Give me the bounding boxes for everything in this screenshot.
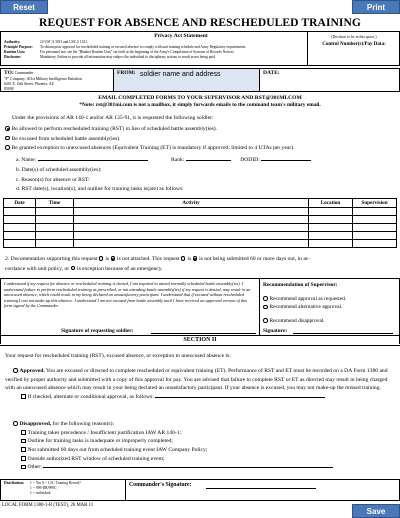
documentation-option: is	[187, 256, 192, 262]
table-header: Date	[4, 199, 36, 208]
disapproved-subtext: for the following reason(s):	[52, 421, 115, 427]
radio-icon[interactable]	[263, 318, 268, 323]
to-line: Commander	[14, 71, 34, 75]
from-field[interactable]	[114, 69, 259, 91]
reason-label: Outline for training tasks is inadequate or improperly completed;	[27, 438, 173, 445]
address-box	[0, 68, 400, 92]
supervisor-signature-field[interactable]	[293, 333, 393, 334]
conditional-approval-field[interactable]	[155, 397, 325, 398]
reason-label: Training takes precedence / Insufficient justification IAW AR 140-1;	[27, 429, 182, 436]
reason-label: Outside authorized RST window of scheduled training event;	[27, 455, 165, 462]
save-button[interactable]: Save	[352, 504, 400, 518]
privacy-text: For personnel use, see the "Blanket Routine Uses" set forth at the beginning of the Army's Compilation of Systems of Records Notices.	[40, 50, 235, 55]
reason-item[interactable]	[21, 429, 398, 438]
reason-item[interactable]	[21, 463, 398, 472]
reason-item[interactable]	[21, 446, 398, 455]
to-label: TO:	[4, 70, 14, 76]
documentation-text: is exception because of an emergency.	[77, 265, 163, 272]
activity-table	[3, 198, 397, 248]
privacy-text: 10 USC § 3013 and USC § 1321.	[40, 40, 88, 44]
commander-signature-field[interactable]	[206, 488, 316, 489]
privacy-right-note: (Decision to be in this space.)	[331, 35, 377, 39]
request-option[interactable]	[5, 135, 295, 145]
from-label: FROM:	[117, 70, 136, 76]
radio-icon[interactable]	[263, 305, 268, 310]
provisions-text: Under the provisions of AR 140-1 and/or AR 135-91, it is requested the following soldier:	[12, 115, 214, 121]
documentation-option: is not attached. This request	[117, 256, 180, 262]
distribution-line: 1 -- individual	[30, 491, 51, 496]
to-line: "F" Company, 301st Military Intelligence Battalion	[4, 77, 82, 82]
request-option[interactable]	[5, 125, 295, 135]
disapproved-label: Disapproved,	[19, 421, 52, 427]
recommend-option[interactable]	[263, 303, 397, 312]
email-note: *Note: rst@301mi.com is not a mailbox, it simply forwards emails to the command team's military email.	[79, 102, 321, 108]
radio-icon[interactable]	[13, 368, 18, 373]
radio-icon[interactable]	[181, 256, 186, 261]
checkbox-icon[interactable]	[21, 447, 26, 452]
rank-label: Rank:	[171, 157, 185, 163]
approved-block	[5, 367, 395, 402]
to-line: 6201 E. Oak Street, Phoenix, AZ	[4, 82, 54, 87]
distribution-line: 1 -- Yes 0 -- UA / Training Record?	[30, 481, 81, 485]
form-title: REQUEST FOR ABSENCE AND RESCHEDULED TRAINING	[39, 17, 361, 29]
radio-icon[interactable]	[5, 136, 10, 141]
print-button[interactable]: Print	[352, 0, 400, 14]
request-option-label: Be excused from scheduled battle assembly(ies).	[11, 135, 121, 142]
radio-icon[interactable]	[13, 421, 18, 426]
recommendation-heading: Recommendation of Supervisor:	[263, 282, 338, 288]
privacy-label: Routine Uses:	[4, 50, 26, 55]
distribution-line: 1 -- 999-DR/999C	[30, 486, 57, 491]
table-row[interactable]	[4, 224, 397, 232]
privacy-rows	[4, 40, 304, 60]
reason-item[interactable]	[21, 455, 398, 464]
privacy-act-box	[0, 31, 400, 66]
documentation-option: is	[105, 256, 110, 262]
radio-icon[interactable]	[5, 145, 10, 150]
name-label: a. Name:	[16, 157, 37, 163]
checkbox-icon[interactable]	[21, 439, 26, 444]
section-two-intro: Your request for rescheduled training (RST), excused absence, or exception to unexcused absence is:	[5, 353, 231, 359]
checkbox-icon[interactable]	[21, 456, 26, 461]
reason-item[interactable]	[21, 437, 398, 446]
to-block	[4, 70, 112, 92]
form-footer: LOCAL FORM 1380-1-R (TEST), 26 MAR 11	[2, 503, 94, 508]
distribution-label: Distribution:	[4, 481, 24, 485]
documentation-option: is not being submitted 60 or more days out, in ac-	[199, 256, 311, 262]
table-row[interactable]	[4, 208, 397, 216]
checkbox-icon[interactable]	[21, 394, 26, 399]
table-header: Supervision	[353, 199, 397, 208]
reason-label: Other:	[27, 464, 42, 471]
rank-field[interactable]	[186, 160, 231, 161]
control-number-label: Control Number(s)/Pay Data:	[322, 42, 386, 47]
privacy-heading: Privacy Act Statement	[154, 33, 208, 39]
approved-text: You are excused or directed to complete rescheduled or equivalent training (ET). Performance of RST and ET must be recorded on a DA Form 1380 and verified by proper authority and submitted with a copy of this approval for pay. You are advised that failure to complete RST or ET as directed may result in being charged with an unexcused absence which may result in your being declared an unsatisfactory participant. If your absence is excused, you may not make-up the missed training.	[5, 368, 388, 392]
privacy-text: Mandatory. Failure to provide all information may subject the individual to disciplinary actions or result in not being paid.	[40, 55, 216, 60]
table-row[interactable]	[4, 232, 397, 240]
section-two-heading: SECTION II	[183, 337, 217, 343]
assembly-dates-label: b. Date(s) of scheduled assembly(ies):	[16, 166, 102, 173]
acknowledgement-box	[0, 278, 400, 336]
radio-icon[interactable]	[111, 256, 116, 261]
documentation-statement	[5, 255, 397, 274]
table-row[interactable]	[4, 216, 397, 224]
request-option-label: Be allowed to perform rescheduled training (RST) in lieu of scheduled battle assembly(ies).	[11, 126, 218, 132]
name-field[interactable]	[38, 160, 148, 161]
recommendation-block	[263, 281, 397, 326]
recommend-option-label: Recommend alternative approval.	[269, 304, 343, 311]
dodid-field[interactable]	[261, 160, 311, 161]
absence-reason-label: c. Reason(s) for absence or RST:	[16, 176, 90, 183]
rst-outline-label: d. RST date(s), location(s), and outline for training tasks is(are) as follows:	[16, 186, 184, 193]
soldier-info	[16, 156, 396, 195]
table-header: Activity	[74, 199, 309, 208]
documentation-text: cordance with unit policy, or	[5, 265, 70, 272]
radio-icon[interactable]	[263, 296, 268, 301]
privacy-text: To obtain prior approval for rescheduled training or excused absence to comply with unit training schedule and Army Regulatory requirements.	[40, 45, 247, 50]
privacy-label: Authority:	[4, 40, 21, 44]
to-line: 85008	[4, 86, 14, 91]
date-label: DATE:	[263, 70, 280, 76]
recommend-option[interactable]	[263, 317, 397, 326]
checkbox-icon[interactable]	[21, 430, 26, 435]
recommend-option[interactable]	[263, 295, 397, 304]
understanding-text: I understand if my request for absence or rescheduled training is denied, I am required to attend normally scheduled battle assembly(ies). I understand failure to perform rescheduled training as prescribed, or not attending battle assembly(ies) if my request is denied, may result in an unexcused absence, which could result in my being declared an unsatisfactory participant. I understand that if excused without rescheduled training I can not make-up this absence. I understand I am not excused from battle assembly until I have received an approved version of this form signed by the Commander.	[4, 281, 251, 309]
email-instruction: EMAIL COMPLETED FORMS TO YOUR SUPERVISOR AND RST@301MI.COM	[98, 95, 302, 101]
table-header: Location	[309, 199, 353, 208]
conditional-approval-label: If checked, alternate or conditional approval, as follows:	[27, 393, 154, 400]
soldier-signature-field[interactable]	[151, 333, 256, 334]
recommend-option-label: Recommend disapproval.	[269, 317, 325, 324]
distribution-block	[4, 481, 124, 496]
distribution-box	[0, 479, 400, 501]
soldier-signature-label: Signature of requesting soldier:	[61, 328, 134, 334]
disapproved-block	[13, 420, 398, 472]
request-option-label: Be granted exception to unexcused absences (Equivalent Training (ET) is mandatory if approved; limited to 4 UTAs per year).	[11, 145, 295, 151]
table-header: Time	[36, 199, 74, 208]
reason-label: Not submitted 60 days out from scheduled training event IAW Company Policy;	[27, 446, 208, 453]
other-reason-field[interactable]	[43, 467, 333, 468]
radio-icon[interactable]	[5, 126, 10, 131]
commander-signature-label: Commander's Signature:	[129, 482, 192, 488]
approved-label: Approved.	[19, 368, 45, 374]
dodid-label: DODID:	[240, 157, 260, 163]
request-option[interactable]	[5, 144, 295, 154]
recommend-option-label: Recommend approval as requested.	[269, 295, 347, 302]
radio-icon[interactable]	[71, 266, 76, 271]
documentation-text: 2. Documentation supporting this request	[5, 256, 98, 262]
supervisor-signature-label: Signature:	[263, 328, 288, 334]
privacy-label: Principle Purpose:	[4, 45, 33, 50]
from-value: soldier name and address	[140, 71, 221, 78]
reset-button[interactable]: Reset	[0, 0, 48, 14]
checkbox-icon[interactable]	[21, 465, 26, 470]
request-options	[5, 125, 295, 154]
radio-icon[interactable]	[193, 256, 198, 261]
radio-icon[interactable]	[99, 256, 104, 261]
table-row[interactable]	[4, 240, 397, 248]
privacy-label: Disclosure:	[4, 55, 22, 60]
